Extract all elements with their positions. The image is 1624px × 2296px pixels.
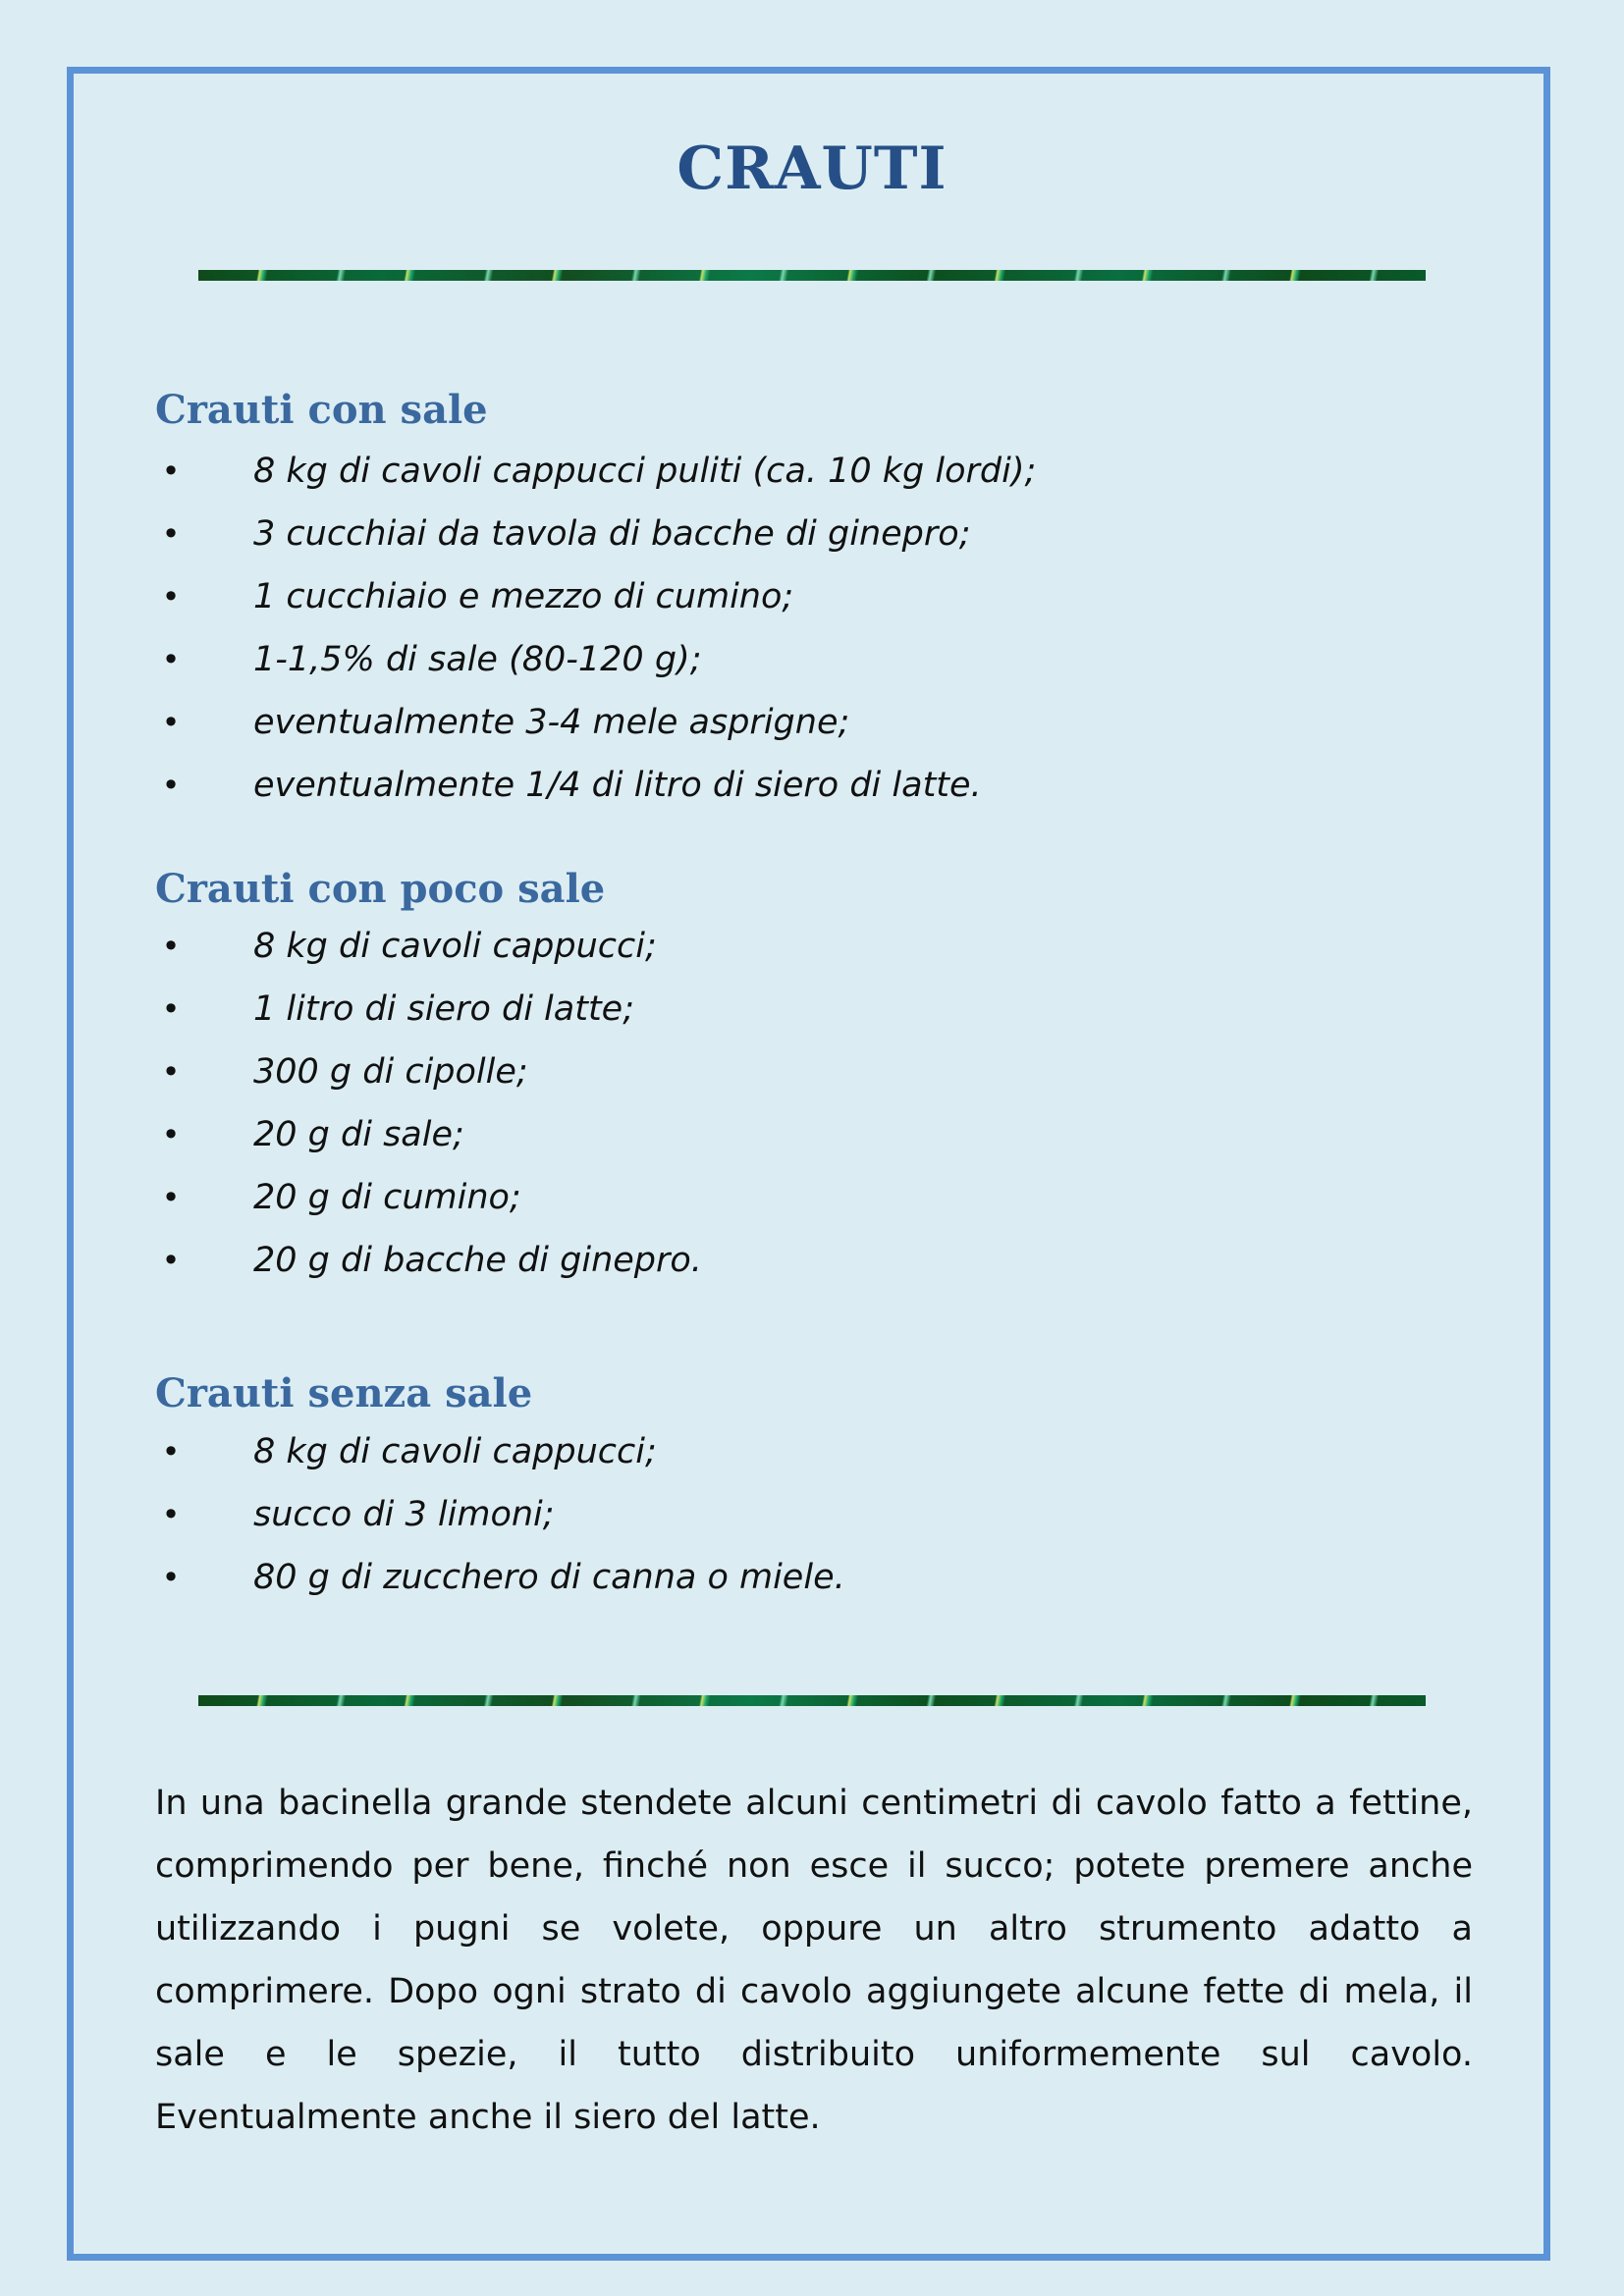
bullet-icon: • [161,453,181,490]
bullet-icon: • [161,515,181,553]
bullet-icon: • [161,1433,181,1470]
bullet-icon: • [161,641,181,678]
bullet-icon: • [161,1179,181,1216]
bullet-icon: • [161,1053,181,1091]
bullet-icon: • [161,1116,181,1153]
bullet-icon: • [161,767,181,804]
bullet-icon: • [161,990,181,1028]
bullet-icon: • [161,1559,181,1596]
section-heading-senza-sale: Crauti senza sale [155,1370,533,1416]
bullet-icon: • [161,928,181,965]
instructions-paragraph: In una bacinella grande stendete alcuni centimetri di cavolo fatto a fettine, comprimendo per bene, finché non esce il succo; potete premere anche utilizzando i pugni se volete, oppure un altro strumento adatto a comprimere. Dopo ogni strato di cavolo aggiungete alcune fette di mela, il sale e le spezie, il tutto distribuito uniformemente sul cavolo. Eventualmente anche il siero del latte. [155,1784,1473,2137]
page-title: CRAUTI [677,134,947,203]
bullet-icon: • [161,578,181,615]
section-heading-poco-sale: Crauti con poco sale [155,866,606,912]
bullet-icon: • [161,704,181,741]
bullet-icon: • [161,1496,181,1533]
bullet-icon: • [161,1242,181,1279]
decorative-divider-bottom [198,1695,1426,1706]
section-heading-con-sale: Crauti con sale [155,387,488,433]
decorative-divider-top [198,270,1426,281]
